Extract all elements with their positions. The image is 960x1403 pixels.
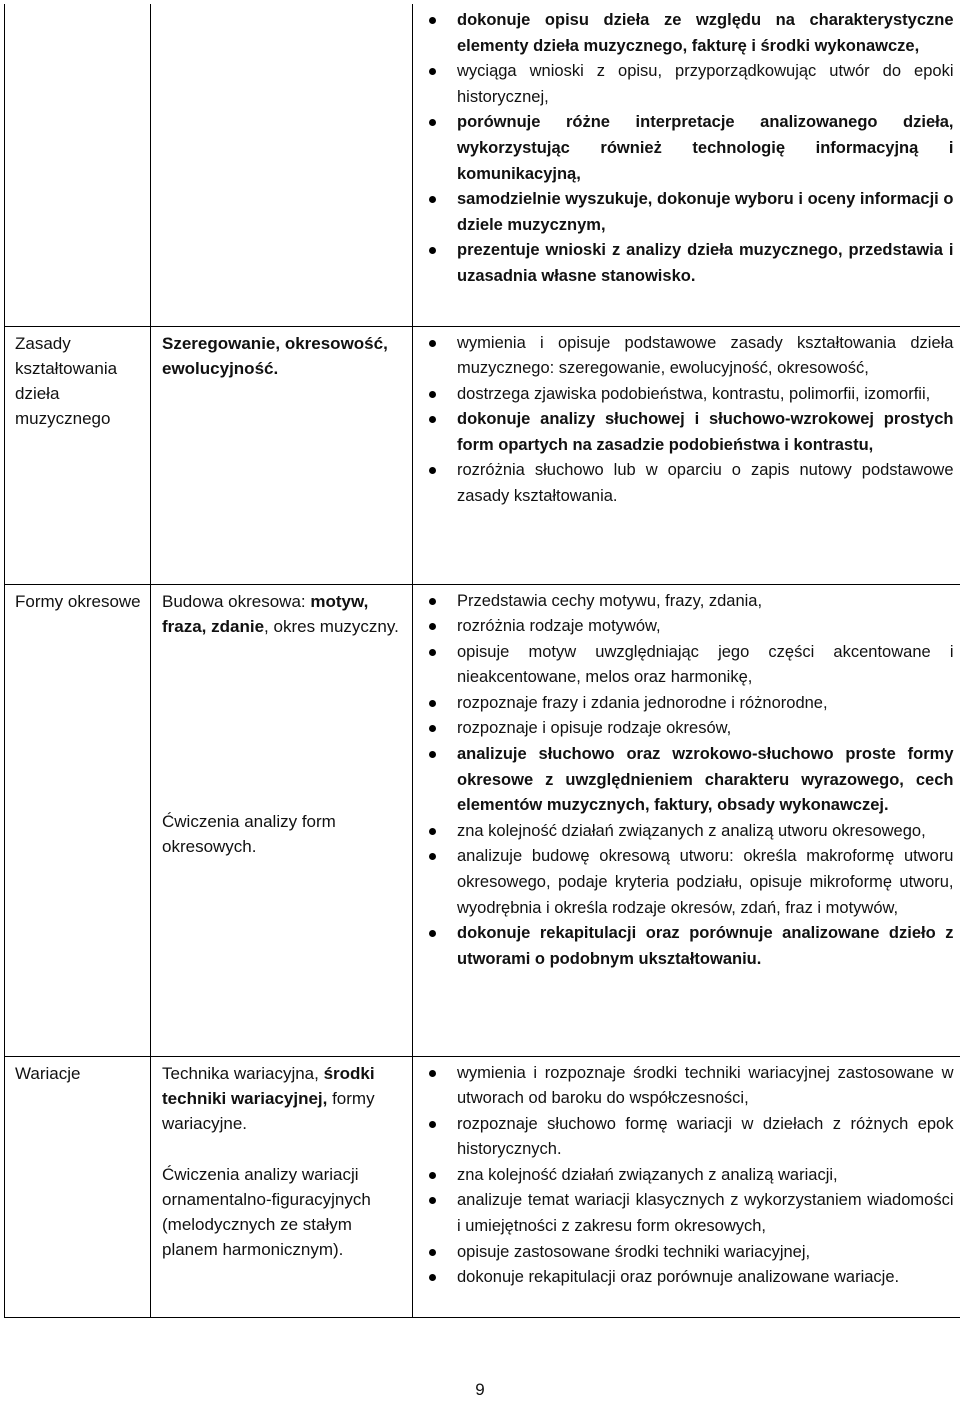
requirement-item (413, 382, 954, 408)
requirement-item (413, 458, 954, 509)
requirement-item (413, 1163, 954, 1189)
requirement-text: analizuje słuchowo oraz wzrokowo-słuchowo proste formy okresowe z uwzględnieniem charakteru wyrazowego, cech elementów muzycznych, faktury, obsady wykonawczej. (457, 745, 954, 815)
requirement-item (413, 59, 954, 110)
content-block (162, 809, 404, 859)
content-cell (151, 4, 413, 326)
content-block (162, 331, 404, 381)
page-number: 9 (475, 1380, 485, 1399)
content-text: formy wariacyjne. (162, 1088, 375, 1133)
requirement-text: rozpoznaje i opisuje rodzaje okresów, (457, 719, 732, 738)
topic-cell (5, 4, 151, 326)
table-row (5, 326, 960, 584)
requirement-item (413, 921, 954, 972)
requirement-text: analizuje budowę okresową utworu: określa makroformę utworu okresowego, podaje kryteria podziału, opisuje mikroformę utworu, wyodrębnia i określa rodzaje okresów, zdań, fraz i motywów, (457, 847, 954, 917)
requirement-item (413, 716, 954, 742)
topic-cell (5, 584, 151, 1056)
topic-label: Wariacje (15, 1063, 81, 1083)
requirement-text: dostrzega zjawiska podobieństwa, kontrastu, polimorfii, izomorfii, (457, 384, 931, 403)
topic-label: Zasady kształtowania dzieła muzycznego (15, 333, 118, 428)
requirement-item (413, 691, 954, 717)
requirement-text: samodzielnie wyszukuje, dokonuje wyboru i oceny informacji o dziele muzycznym, (457, 190, 954, 234)
content-text: środki techniki wariacyjnej, (162, 1063, 375, 1108)
requirement-item (413, 110, 954, 187)
content-text: Technika wariacyjna, (162, 1063, 324, 1083)
topic-label: Formy okresowe (15, 591, 141, 611)
content-text: Ćwiczenia analizy wariacji ornamentalno-figuracyjnych (melodycznych ze stałym planem harmonicznym). (162, 1164, 371, 1259)
content-text: Budowa okresowa: (162, 591, 311, 611)
requirement-text: rozróżnia słuchowo lub w oparciu o zapis nutowy podstawowe zasady kształtowania. (457, 461, 954, 506)
table-row (5, 1056, 960, 1318)
requirement-item (413, 819, 954, 845)
requirement-text: zna kolejność działań związanych z analizą wariacji, (457, 1165, 838, 1184)
requirement-item (413, 8, 954, 59)
curriculum-table (4, 4, 960, 1318)
content-block (162, 1061, 404, 1136)
requirement-item (413, 1240, 954, 1266)
requirement-item (413, 589, 954, 615)
requirements-cell (413, 326, 960, 584)
requirement-item (413, 187, 954, 238)
requirement-item (413, 844, 954, 921)
requirements-cell (413, 1056, 960, 1318)
requirement-item (413, 1112, 954, 1163)
requirement-text: wyciąga wnioski z opisu, przyporządkowując utwór do epoki historycznej, (457, 62, 954, 106)
requirements-cell (413, 584, 960, 1056)
requirements-list (413, 331, 954, 510)
content-cell (151, 326, 413, 584)
requirements-cell (413, 4, 960, 326)
requirement-text: dokonuje rekapitulacji oraz porównuje analizowane wariacje. (457, 1268, 900, 1287)
requirement-item (413, 1265, 954, 1291)
requirements-list (413, 8, 954, 290)
requirement-text: prezentuje wnioski z analizy dzieła muzycznego, przedstawia i uzasadnia własne stanowisko. (457, 241, 954, 285)
content-cell (151, 584, 413, 1056)
content-text: Szeregowanie, okresowość, ewolucyjność. (162, 333, 388, 378)
requirement-item (413, 742, 954, 819)
table-row (5, 584, 960, 1056)
topic-cell (5, 326, 151, 584)
requirement-text: porównuje różne interpretacje analizowanego dzieła, wykorzystując również technologię informacyjną i komunikacyjną, (457, 113, 954, 183)
table-row (5, 4, 960, 326)
requirement-text: dokonuje opisu dzieła ze względu na charakterystyczne elementy dzieła muzycznego, fakturę i środki wykonawcze, (457, 11, 954, 55)
requirement-text: Przedstawia cechy motywu, frazy, zdania, (457, 591, 763, 610)
content-block (162, 589, 404, 639)
requirement-item (413, 1188, 954, 1239)
content-text: Ćwiczenia analizy form okresowych. (162, 811, 336, 856)
content-text: motyw, fraza, zdanie (162, 591, 369, 636)
requirement-text: opisuje motyw uwzględniając jego części akcentowane i nieakcentowane, melos oraz harmonikę, (457, 642, 954, 687)
requirements-list (413, 1061, 954, 1291)
requirement-item (413, 614, 954, 640)
requirement-text: rozpoznaje słuchowo formę wariacji w dziełach z różnych epok historycznych. (457, 1114, 954, 1159)
content-block (162, 1162, 404, 1262)
requirement-text: dokonuje analizy słuchowej i słuchowo-wzrokowej prostych form opartych na zasadzie podobieństwa i kontrastu, (457, 410, 954, 454)
requirement-item (413, 407, 954, 458)
requirements-list (413, 589, 954, 973)
requirement-item (413, 640, 954, 691)
requirement-text: wymienia i rozpoznaje środki techniki wariacyjnej zastosowane w utworach od baroku do współczesności, (457, 1063, 954, 1108)
requirement-item (413, 331, 954, 382)
content-text: , okres muzyczny. (264, 616, 399, 636)
requirement-item (413, 1061, 954, 1112)
requirement-text: dokonuje rekapitulacji oraz porównuje analizowane dzieło z utworami o podobnym ukształtowaniu. (457, 924, 954, 968)
requirement-text: wymienia i opisuje podstawowe zasady kształtowania dzieła muzycznego: szeregowanie, ewolucyjność, okresowość, (457, 333, 954, 378)
requirement-text: analizuje temat wariacji klasycznych z wykorzystaniem wiadomości i umiejętności z zakresu form okresowych, (457, 1191, 954, 1236)
content-cell (151, 1056, 413, 1318)
requirement-text: rozpoznaje frazy i zdania jednorodne i różnorodne, (457, 693, 828, 712)
topic-cell (5, 1056, 151, 1318)
requirement-text: opisuje zastosowane środki techniki wariacyjnej, (457, 1242, 811, 1261)
requirement-text: zna kolejność działań związanych z analizą utworu okresowego, (457, 821, 926, 840)
requirement-text: rozróżnia rodzaje motywów, (457, 617, 661, 636)
requirement-item (413, 238, 954, 289)
